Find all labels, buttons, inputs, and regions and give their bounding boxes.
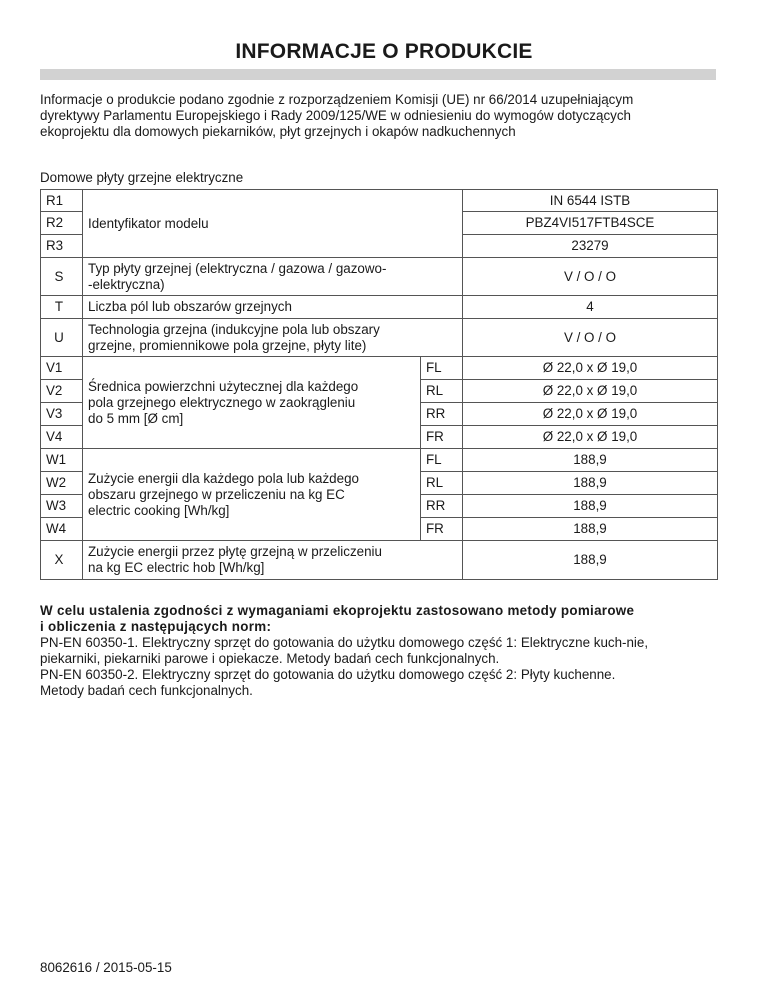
- row-code: W2: [41, 472, 83, 495]
- table-row: [41, 357, 718, 380]
- intro-line: ekoprojektu dla domowych piekarników, płyt grzejnych i okapów nadkuchennych: [40, 124, 516, 139]
- norm-line: Metody badań cech funkcjonalnych.: [40, 683, 253, 698]
- table-row: [41, 449, 718, 472]
- row-code: V3: [41, 403, 83, 426]
- page-title: INFORMACJE O PRODUKCIE: [235, 40, 533, 63]
- table-row: [41, 319, 718, 357]
- energy-per-zone-label: [83, 449, 421, 541]
- standards-section: [40, 603, 716, 699]
- table-row: [41, 296, 718, 319]
- row-value: 4: [463, 296, 718, 319]
- table-caption: Domowe płyty grzejne elektryczne: [40, 170, 244, 185]
- row-value: 188,9: [463, 541, 718, 580]
- row-value: Ø 22,0 x Ø 19,0: [463, 403, 718, 426]
- hob-type-label: [83, 258, 463, 296]
- row-value: Ø 22,0 x Ø 19,0: [463, 426, 718, 449]
- intro-paragraph: [40, 92, 716, 140]
- label-line: Średnica powierzchni użytecznej dla każdego: [88, 378, 359, 394]
- standards-heading-line: i obliczenia z następujących norm:: [40, 619, 272, 634]
- row-value: V / O / O: [463, 258, 718, 296]
- row-value: PBZ4VI517FTB4SCE: [463, 212, 718, 235]
- label-line: electric cooking [Wh/kg]: [88, 502, 230, 518]
- norm-line: PN-EN 60350-2. Elektryczny sprzęt do gotowania do użytku domowego część 2: Płyty kuchenne.: [40, 667, 616, 682]
- label-line: pola grzejnego elektrycznego w zaokrągleniu: [88, 394, 356, 410]
- norm-line: PN-EN 60350-1. Elektryczny sprzęt do gotowania do użytku domowego część 1: Elektryczne kuch-nie,: [40, 635, 649, 650]
- row-value: 188,9: [463, 518, 718, 541]
- zone-position: FR: [421, 518, 463, 541]
- zone-position: RR: [421, 495, 463, 518]
- label-line: Zużycie energii przez płytę grzejną w przeliczeniu: [88, 544, 382, 559]
- zone-position: FL: [421, 357, 463, 380]
- table-row: [41, 258, 718, 296]
- label-line: -elektryczna): [88, 276, 165, 292]
- row-code: R3: [41, 235, 83, 258]
- row-value: V / O / O: [463, 319, 718, 357]
- row-code: S: [41, 258, 83, 296]
- zone-position: FL: [421, 449, 463, 472]
- row-code: X: [41, 541, 83, 580]
- row-code: W3: [41, 495, 83, 518]
- intro-line: dyrektywy Parlamentu Europejskiego i Rady 2009/125/WE w odniesieniu do wymogów dotyczących: [40, 108, 631, 123]
- table-row: [41, 190, 718, 212]
- diameter-label: [83, 357, 421, 449]
- label-line: do 5 mm [Ø cm]: [88, 410, 184, 426]
- zone-position: FR: [421, 426, 463, 449]
- row-value: 188,9: [463, 495, 718, 518]
- zone-position: RL: [421, 472, 463, 495]
- title-underline-bar: [40, 69, 716, 80]
- hob-energy-label: [83, 541, 463, 580]
- zones-count-label: Liczba pól lub obszarów grzejnych: [83, 296, 463, 319]
- standards-heading-line: W celu ustalenia zgodności z wymaganiami ekoprojektu zastosowano metody pomiarowe: [40, 603, 635, 618]
- row-code: R2: [41, 212, 83, 235]
- model-identifier-label: Identyfikator modelu: [83, 190, 463, 258]
- row-value: Ø 22,0 x Ø 19,0: [463, 357, 718, 380]
- row-code: W1: [41, 449, 83, 472]
- product-info-table: [40, 189, 718, 580]
- heating-tech-label: [83, 319, 463, 357]
- zone-position: RL: [421, 380, 463, 403]
- intro-line: Informacje o produkcie podano zgodnie z rozporządzeniem Komisji (UE) nr 66/2014 uzupełniającym: [40, 92, 634, 107]
- row-code: V4: [41, 426, 83, 449]
- row-code: R1: [41, 190, 83, 212]
- row-value: Ø 22,0 x Ø 19,0: [463, 380, 718, 403]
- label-line: Zużycie energii dla każdego pola lub każdego: [88, 470, 359, 486]
- label-line: Technologia grzejna (indukcyjne pola lub obszary: [88, 321, 380, 337]
- table-row: [41, 541, 718, 580]
- row-code: U: [41, 319, 83, 357]
- norm-line: piekarniki, piekarniki parowe i opiekacze. Metody badań cech funkcjonalnych.: [40, 651, 500, 666]
- row-code: V2: [41, 380, 83, 403]
- label-line: Typ płyty grzejnej (elektryczna / gazowa / gazowo-: [88, 260, 387, 276]
- row-value: 188,9: [463, 449, 718, 472]
- row-code: V1: [41, 357, 83, 380]
- document-code: 8062616 / 2015-05-15: [40, 960, 172, 975]
- row-code: T: [41, 296, 83, 319]
- row-value: IN 6544 ISTB: [463, 190, 718, 212]
- row-code: W4: [41, 518, 83, 541]
- label-line: obszaru grzejnego w przeliczeniu na kg EC: [88, 486, 345, 502]
- row-value: 188,9: [463, 472, 718, 495]
- row-value: 23279: [463, 235, 718, 258]
- label-line: grzejne, promiennikowe pola grzejne, płyty lite): [88, 337, 367, 353]
- label-line: na kg EC electric hob [Wh/kg]: [88, 560, 265, 575]
- zone-position: RR: [421, 403, 463, 426]
